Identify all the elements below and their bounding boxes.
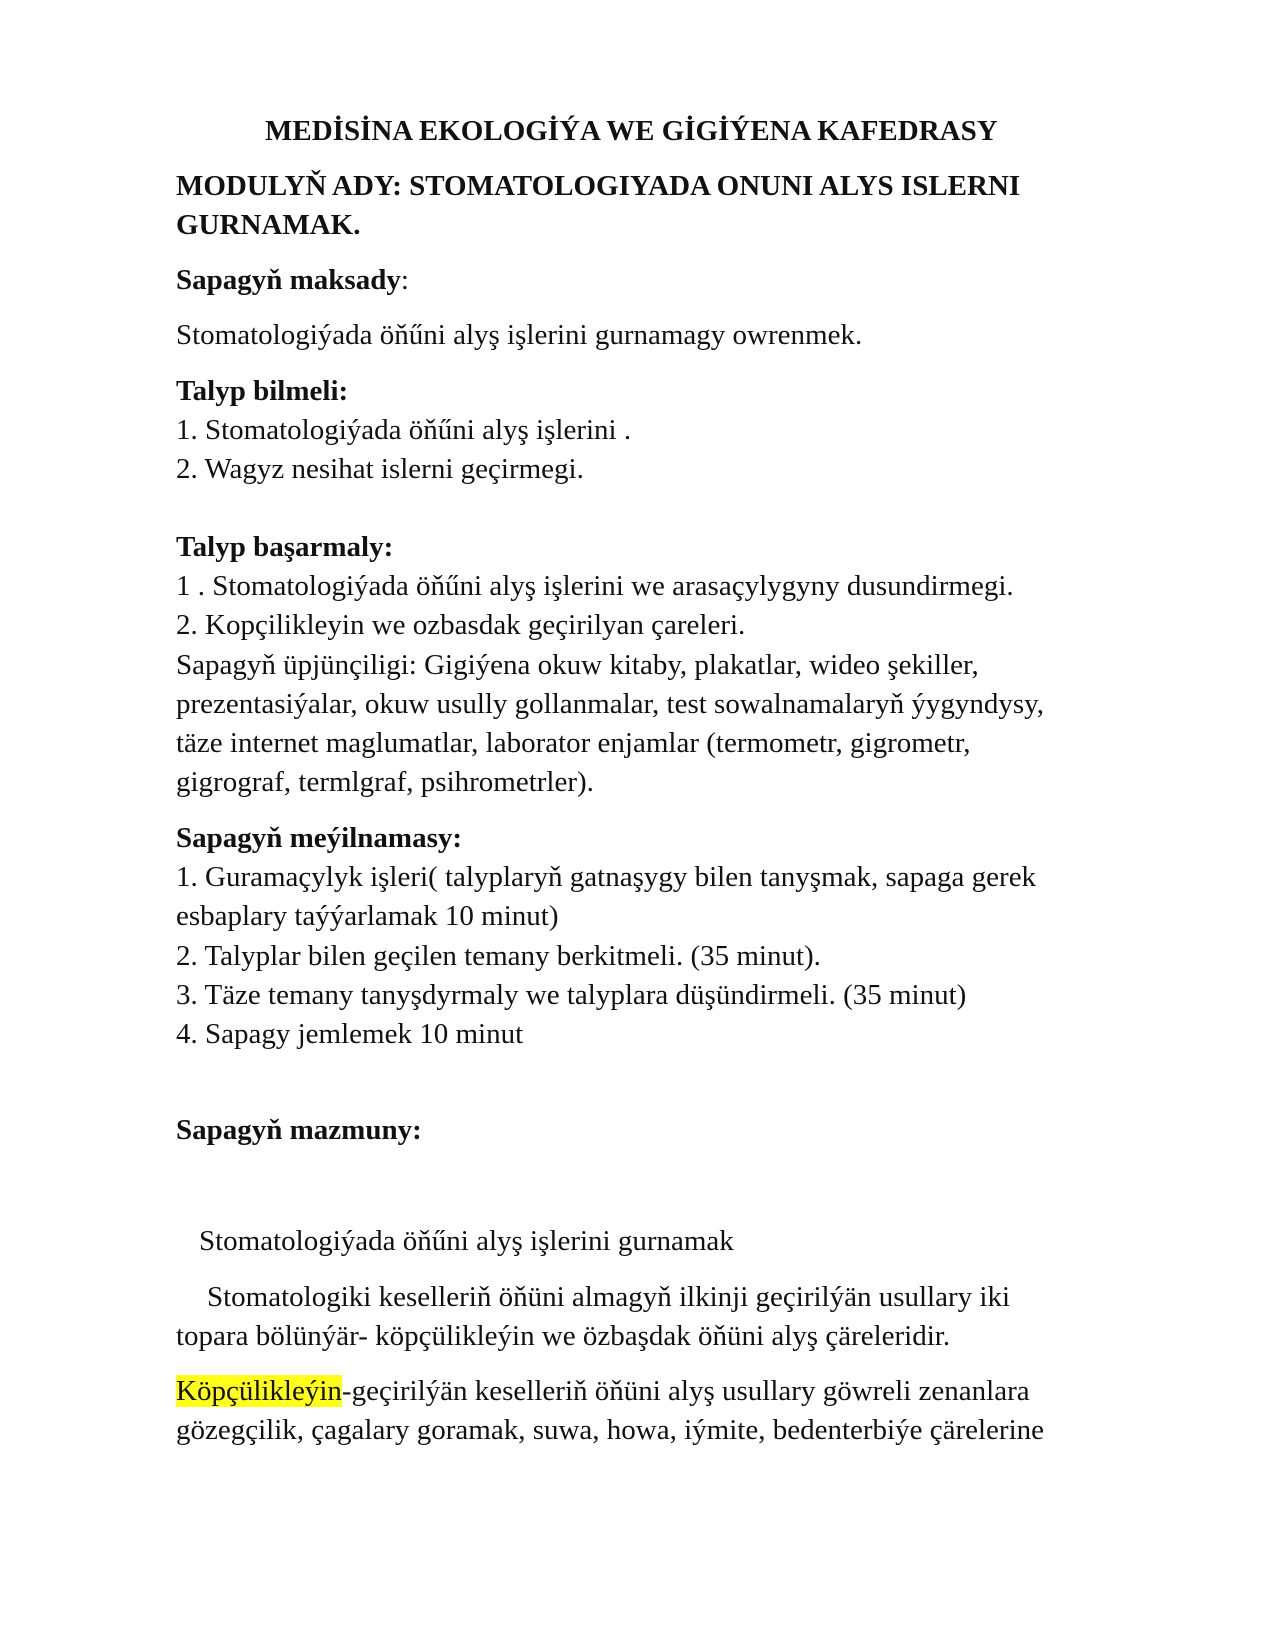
content-subtitle: Stomatologiýada öňűni alyş işlerini gurnamak <box>199 1225 734 1257</box>
aim-heading: Sapagyň maksady <box>176 264 401 296</box>
plan-line-4: 3. Täze temany tanyşdyrmaly we talyplara düşündirmeli. (35 minut) <box>176 979 967 1011</box>
equipment-line-3: täze internet maglumatlar, laborator enjamlar (termometr, gigrometr, <box>176 727 971 759</box>
highlighted-term: Köpçülikleýin <box>176 1375 342 1407</box>
knowledge-heading: Talyp bilmeli: <box>176 375 349 407</box>
module-title-line-1: MODULYŇ ADY: STOMATOLOGIYADA ONUNI ALYS ISLERNI <box>176 170 1021 202</box>
equipment-line-1: Sapagyň üpjünçiligi: Gigiýena okuw kitaby, plakatlar, wideo şekiller, <box>176 649 979 681</box>
paragraph-1-line-1: Stomatologiki keselleriň öňüni almagyň ilkinji geçirilýän usullary iki <box>207 1281 1011 1313</box>
plan-line-3: 2. Talyplar bilen geçilen temany berkitmeli. (35 minut). <box>176 940 821 972</box>
skills-item-2: 2. Kopçilikleyin we ozbasdak geçirilyan çareleri. <box>176 609 746 641</box>
knowledge-item-1: 1. Stomatologiýada öňűni alyş işlerini . <box>176 414 632 446</box>
content-heading: Sapagyň mazmuny: <box>176 1114 422 1146</box>
aim-colon: : <box>400 264 409 296</box>
department-title: MEDİSİNA EKOLOGİÝA WE GİGİÝENA KAFEDRASY <box>265 115 998 147</box>
aim-heading-line <box>176 265 409 297</box>
knowledge-item-2: 2. Wagyz nesihat islerni geçirmegi. <box>176 453 584 485</box>
paragraph-2-line-1 <box>176 1376 1030 1408</box>
plan-line-2: esbaplary taýýarlamak 10 minut) <box>176 900 559 932</box>
skills-item-1: 1 . Stomatologiýada öňűni alyş işlerini we arasaçylygyny dusundirmegi. <box>176 570 1014 602</box>
skills-heading: Talyp başarmaly: <box>176 531 394 563</box>
equipment-line-2: prezentasiýalar, okuw usully gollanmalar, test sowalnamalaryň ýygyndysy, <box>176 688 1044 720</box>
equipment-line-4: gigrograf, termlgraf, psihrometrler). <box>176 766 594 798</box>
plan-heading: Sapagyň meýilnamasy: <box>176 822 463 854</box>
paragraph-2-line-2: gözegçilik, çagalary goramak, suwa, howa, iýmite, bedenterbiýe çärelerine <box>176 1414 1045 1446</box>
paragraph-2-line-1-rest: -geçirilýän keselleriň öňüni alyş usullary göwreli zenanlara <box>341 1375 1030 1407</box>
paragraph-1-line-2: topara bölünýär- köpçülikleýin we özbaşdak öňüni alyş çäreleridir. <box>176 1320 951 1352</box>
plan-line-1: 1. Guramaçylyk işleri( talyplaryň gatnaşygy bilen tanyşmak, sapaga gerek <box>176 861 1037 893</box>
plan-line-5: 4. Sapagy jemlemek 10 minut <box>176 1018 524 1050</box>
aim-text: Stomatologiýada öňűni alyş işlerini gurnamagy owrenmek. <box>176 319 863 351</box>
module-title-line-2: GURNAMAK. <box>176 209 361 241</box>
